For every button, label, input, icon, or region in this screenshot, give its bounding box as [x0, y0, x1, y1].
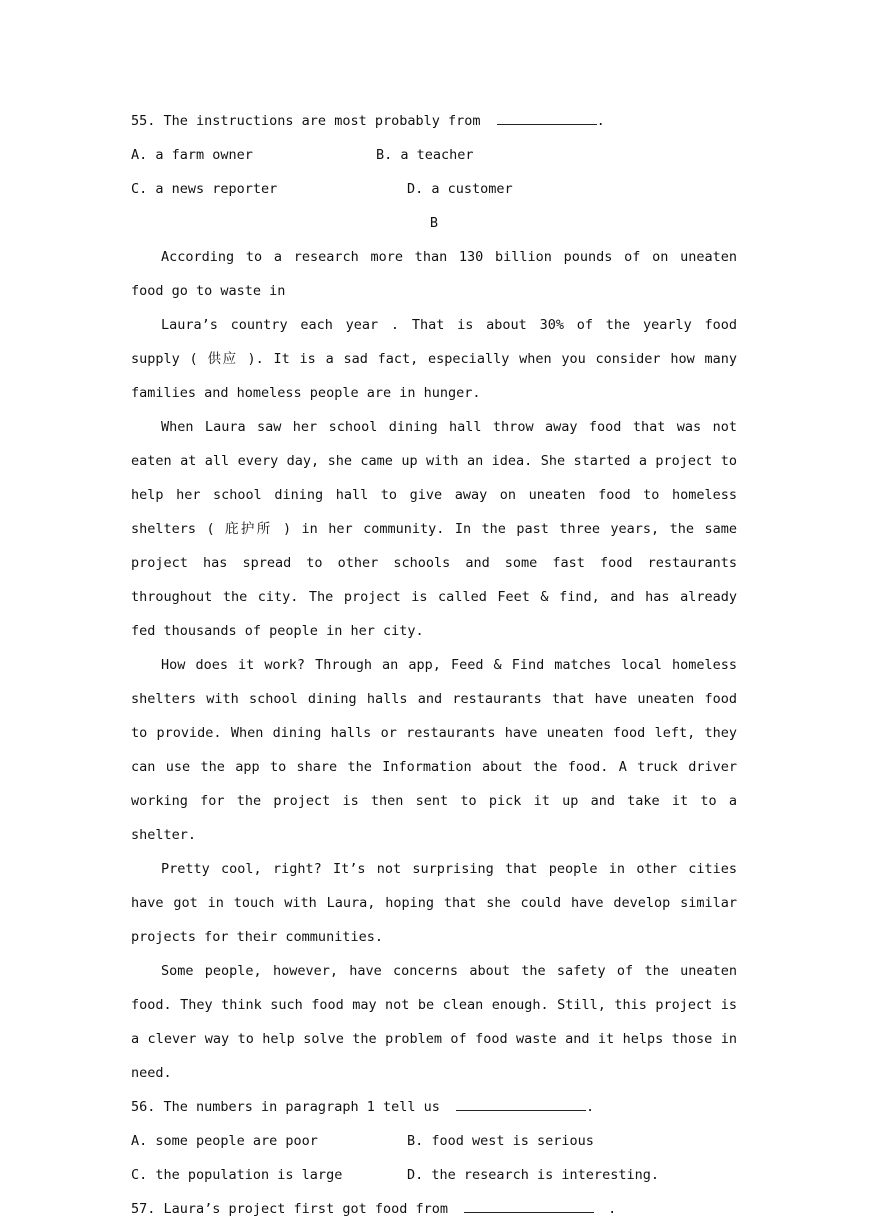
question-57-stem: 57. Laura’s project first got food from: [131, 1201, 448, 1217]
option-c: C. the population is large: [131, 1167, 343, 1183]
option-d: D. a customer: [407, 181, 513, 197]
option-c: C. a news reporter: [131, 181, 278, 197]
question-57: [131, 1192, 737, 1226]
passage-paragraph-4: How does it work? Through an app, Feed & Find matches local homeless shelters with school dining halls and restaurants that have uneaten food to provide. When dining halls or restaurants have uneaten food left, they can use the app to share the Information about the food. A truck driver working for the project is then sent to pick it up and take it to a shelter.: [131, 657, 737, 843]
passage-paragraph-1: According to a research more than 130 billion pounds of on uneaten food go to waste in: [131, 249, 737, 299]
option-b: B. a teacher: [376, 147, 474, 163]
answer-blank: [464, 1192, 594, 1213]
option-a: A. some people are poor: [131, 1133, 318, 1149]
question-56-options-row-2: [131, 1158, 737, 1192]
stem-period: .: [596, 113, 605, 129]
question-56-stem: 56. The numbers in paragraph 1 tell us: [131, 1099, 440, 1115]
question-55-stem: 55. The instructions are most probably from: [131, 113, 481, 129]
stem-period: .: [586, 1099, 595, 1115]
answer-blank: [497, 104, 597, 125]
option-b: B. food west is serious: [407, 1133, 594, 1149]
answer-blank: [456, 1090, 586, 1111]
passage-paragraph-2: Laura’s country each year . That is about 30% of the yearly food supply ( 供应 ). It is a sad fact, especially when you consider how many families and homeless people are in hunger.: [131, 317, 737, 401]
option-d: D. the research is interesting.: [407, 1167, 659, 1183]
section-label: B: [429, 215, 439, 231]
document-page: [131, 104, 737, 1226]
option-a: A. a farm owner: [131, 147, 253, 163]
question-56: [131, 1090, 737, 1124]
passage-paragraph-5: Pretty cool, right? It’s not surprising that people in other cities have got in touch with Laura, hoping that she could have develop similar projects for their communities.: [131, 861, 737, 945]
passage-paragraph-6: Some people, however, have concerns about the safety of the uneaten food. They think such food may not be clean enough. Still, this project is a clever way to help solve the problem of food waste and it helps those in need.: [131, 963, 737, 1081]
question-55-options-row-2: [131, 172, 737, 206]
question-55-options-row-1: [131, 138, 737, 172]
question-55: [131, 104, 737, 138]
question-56-options-row-1: [131, 1124, 737, 1158]
passage-paragraph-3: When Laura saw her school dining hall throw away food that was not eaten at all every day, she came up with an idea. She started a project to help her school dining hall to give away on uneaten food to homeless shelters ( 庇护所 ) in her community. In the past three years, the same project has spread to other schools and some fast food restaurants throughout the city. The project is called Feet & find, and has already fed thousands of people in her city.: [131, 419, 737, 639]
stem-period: .: [608, 1201, 617, 1217]
